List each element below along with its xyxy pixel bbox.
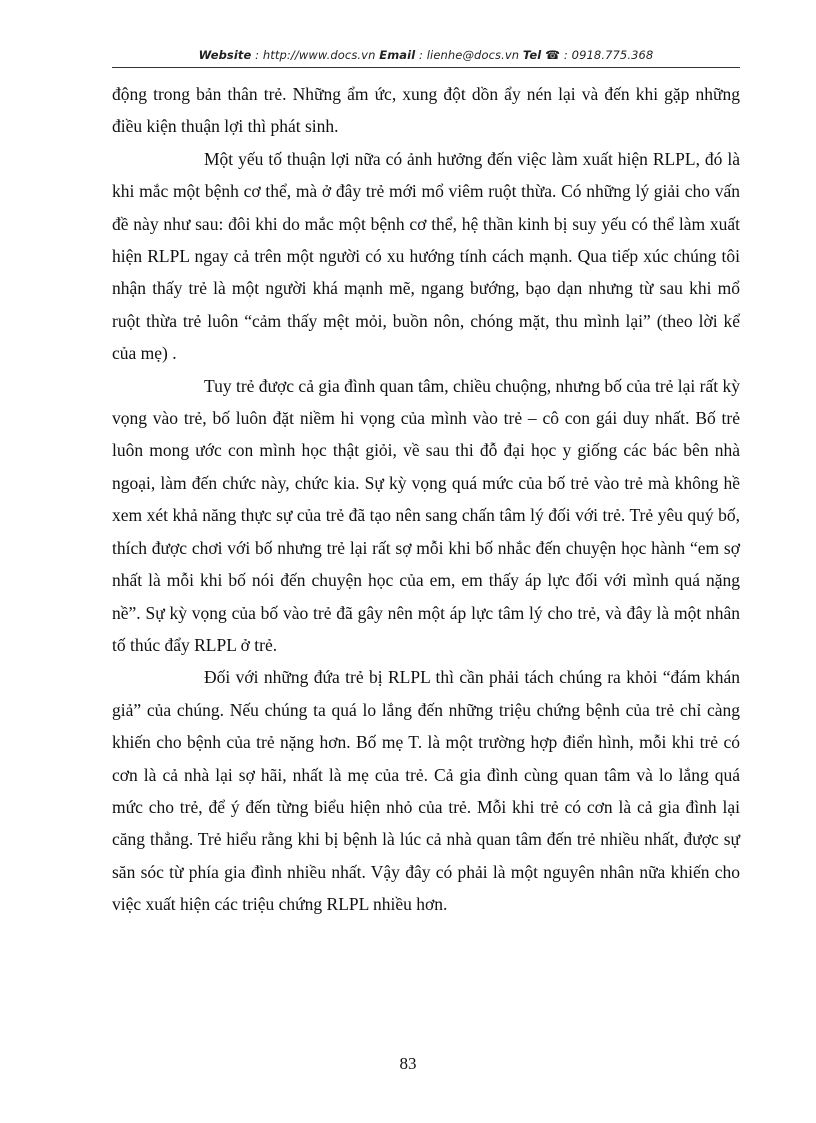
tel-separator: : <box>560 48 572 62</box>
email-separator: : <box>415 48 427 62</box>
tel-label: Tel <box>522 48 542 62</box>
website-separator: : <box>251 48 263 62</box>
body-text <box>112 78 740 921</box>
page-header <box>112 48 740 62</box>
header-divider <box>112 67 740 68</box>
paragraph-2: Một yếu tố thuận lợi nữa có ảnh hưởng đến việc làm xuất hiện RLPL, đó là khi mắc một bệnh cơ thể, mà ở đây trẻ mới mổ viêm ruột thừa. Có những lý giải cho vấn đề này như sau: đôi khi do mắc một bệnh cơ thể, hệ thần kinh bị suy yếu có thể làm xuất hiện RLPL ngay cả trên một người có xu hướng tính cách mạnh. Qua tiếp xúc chúng tôi nhận thấy trẻ là một người khá mạnh mẽ, ngang bướng, bạo dạn nhưng từ sau khi mổ ruột thừa trẻ luôn “cảm thấy mệt mỏi, buồn nôn, chóng mặt, thu mình lại” (theo lời kể của mẹ) . <box>112 148 740 364</box>
website-url[interactable]: http://www.docs.vn <box>262 48 376 62</box>
paragraph-1: động trong bản thân trẻ. Những ẩm ức, xung đột dồn ẩy nén lại và đến khi gặp những điều kiện thuận lợi thì phát sinh. <box>112 84 740 137</box>
paragraph-3: Tuy trẻ được cả gia đình quan tâm, chiều chuộng, nhưng bố của trẻ lại rất kỳ vọng vào trẻ, bố luôn đặt niềm hi vọng của mình vào trẻ – cô con gái duy nhất. Bố trẻ luôn mong ước con mình học thật giỏi, về sau thi đỗ đại học y giống các bác bên nhà ngoại, làm đến chức này, chức kia. Sự kỳ vọng quá mức của bố trẻ vào trẻ mà không hề xem xét khả năng thực sự của trẻ đã tạo nên sang chấn tâm lý đối với trẻ. Trẻ yêu quý bố, thích được chơi với bố nhưng trẻ lại rất sợ mỗi khi bố nhắc đến chuyện học hành “em sợ nhất là mỗi khi bố nói đến chuyện học của em, em thấy áp lực đối với mình quá nặng nề”. Sự kỳ vọng của bố vào trẻ đã gây nên một áp lực tâm lý cho trẻ, và đây là một nhân tố thúc đẩy RLPL ở trẻ. <box>112 375 740 655</box>
email-label: Email <box>379 48 416 62</box>
phone-icon: ☎ <box>545 48 561 62</box>
tel-number: 0918.775.368 <box>571 48 654 62</box>
email-address[interactable]: lienhe@docs.vn <box>426 48 520 62</box>
website-label: Website <box>198 48 252 62</box>
page-number: 83 <box>399 1054 417 1073</box>
paragraph-4: Đối với những đứa trẻ bị RLPL thì cần phải tách chúng ra khỏi “đám khán giả” của chúng. Nếu chúng ta quá lo lắng đến những triệu chứng bệnh của trẻ chỉ càng khiến cho bệnh của trẻ nặng hơn. Bố mẹ T. là một trường hợp điển hình, mỗi khi trẻ có cơn là cả nhà lại sợ hãi, nhất là mẹ của trẻ. Cả gia đình cùng quan tâm và lo lắng quá mức cho trẻ, để ý đến từng biểu hiện nhỏ của trẻ. Mỗi khi trẻ có cơn là cả gia đình lại căng thẳng. Trẻ hiểu rằng khi bị bệnh là lúc cả nhà quan tâm đến trẻ nhiều nhất, được sự săn sóc từ phía gia đình nhiều nhất. Vậy đây có phải là một nguyên nhân nữa khiến cho việc xuất hiện các triệu chứng RLPL nhiều hơn. <box>112 667 740 915</box>
